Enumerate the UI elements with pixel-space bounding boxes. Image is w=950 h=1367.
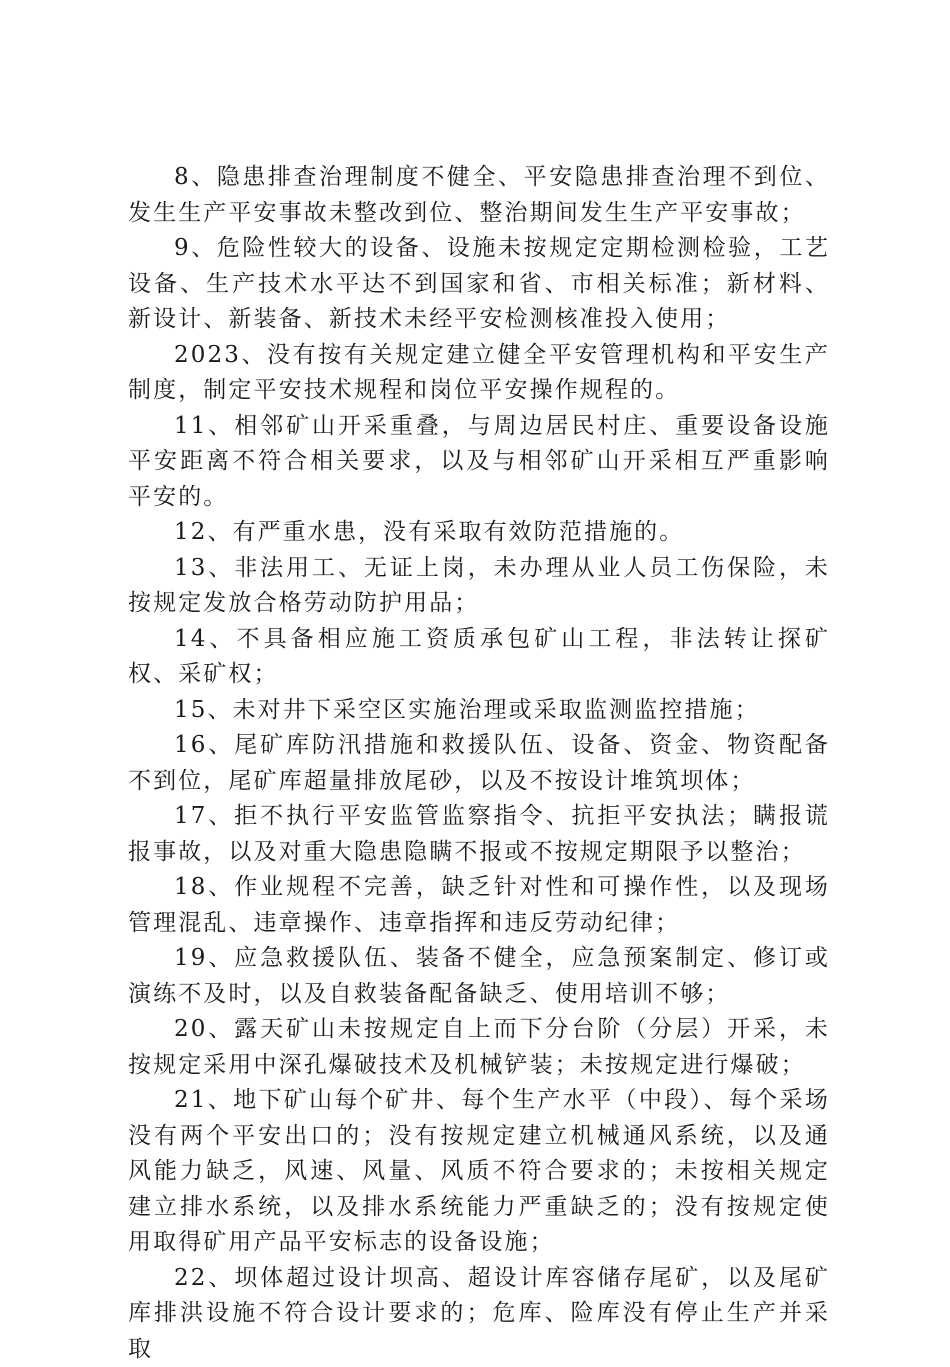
paragraph-item-13: 13、非法用工、无证上岗，未办理从业人员工伤保险，未按规定发放合格劳动防护用品； [128, 551, 830, 622]
paragraph-item-21: 21、地下矿山每个矿井、每个生产水平（中段）、每个采场没有两个平安出口的；没有按规定建立机械通风系统，以及通风能力缺乏，风速、风量、风质不符合要求的；未按相关规定建立排水系统，以及排水系统能力严重缺乏的；没有按规定使用取得矿用产品平安标志的设备设施； [128, 1083, 830, 1261]
paragraph-item-9: 9、危险性较大的设备、设施未按规定定期检测检验，工艺设备、生产技术水平达不到国家和省、市相关标准；新材料、新设计、新装备、新技术未经平安检测核准投入使用； [128, 231, 830, 338]
paragraph-item-15: 15、未对井下采空区实施治理或采取监测监控措施； [128, 693, 830, 729]
paragraph-item-2023: 2023、没有按有关规定建立健全平安管理机构和平安生产制度，制定平安技术规程和岗位平安操作规程的。 [128, 338, 830, 409]
paragraph-item-16: 16、尾矿库防汛措施和救援队伍、设备、资金、物资配备不到位，尾矿库超量排放尾砂，以及不按设计堆筑坝体； [128, 728, 830, 799]
paragraph-item-19: 19、应急救援队伍、装备不健全，应急预案制定、修订或演练不及时，以及自救装备配备缺乏、使用培训不够； [128, 941, 830, 1012]
document-body [128, 160, 830, 1367]
paragraph-item-22: 22、坝体超过设计坝高、超设计库容储存尾矿，以及尾矿库排洪设施不符合设计要求的；危库、险库没有停止生产并采取 [128, 1261, 830, 1367]
paragraph-item-14: 14、不具备相应施工资质承包矿山工程，非法转让探矿权、采矿权； [128, 622, 830, 693]
paragraph-item-8: 8、隐患排查治理制度不健全、平安隐患排查治理不到位、发生生产平安事故未整改到位、整治期间发生生产平安事故； [128, 160, 830, 231]
paragraph-item-17: 17、拒不执行平安监管监察指令、抗拒平安执法；瞒报谎报事故，以及对重大隐患隐瞒不报或不按规定期限予以整治； [128, 799, 830, 870]
paragraph-item-11: 11、相邻矿山开采重叠，与周边居民村庄、重要设备设施平安距离不符合相关要求，以及与相邻矿山开采相互严重影响平安的。 [128, 409, 830, 516]
paragraph-item-20: 20、露天矿山未按规定自上而下分台阶（分层）开采，未按规定采用中深孔爆破技术及机械铲装；未按规定进行爆破； [128, 1012, 830, 1083]
paragraph-item-12: 12、有严重水患，没有采取有效防范措施的。 [128, 515, 830, 551]
paragraph-item-18: 18、作业规程不完善，缺乏针对性和可操作性，以及现场管理混乱、违章操作、违章指挥和违反劳动纪律； [128, 870, 830, 941]
